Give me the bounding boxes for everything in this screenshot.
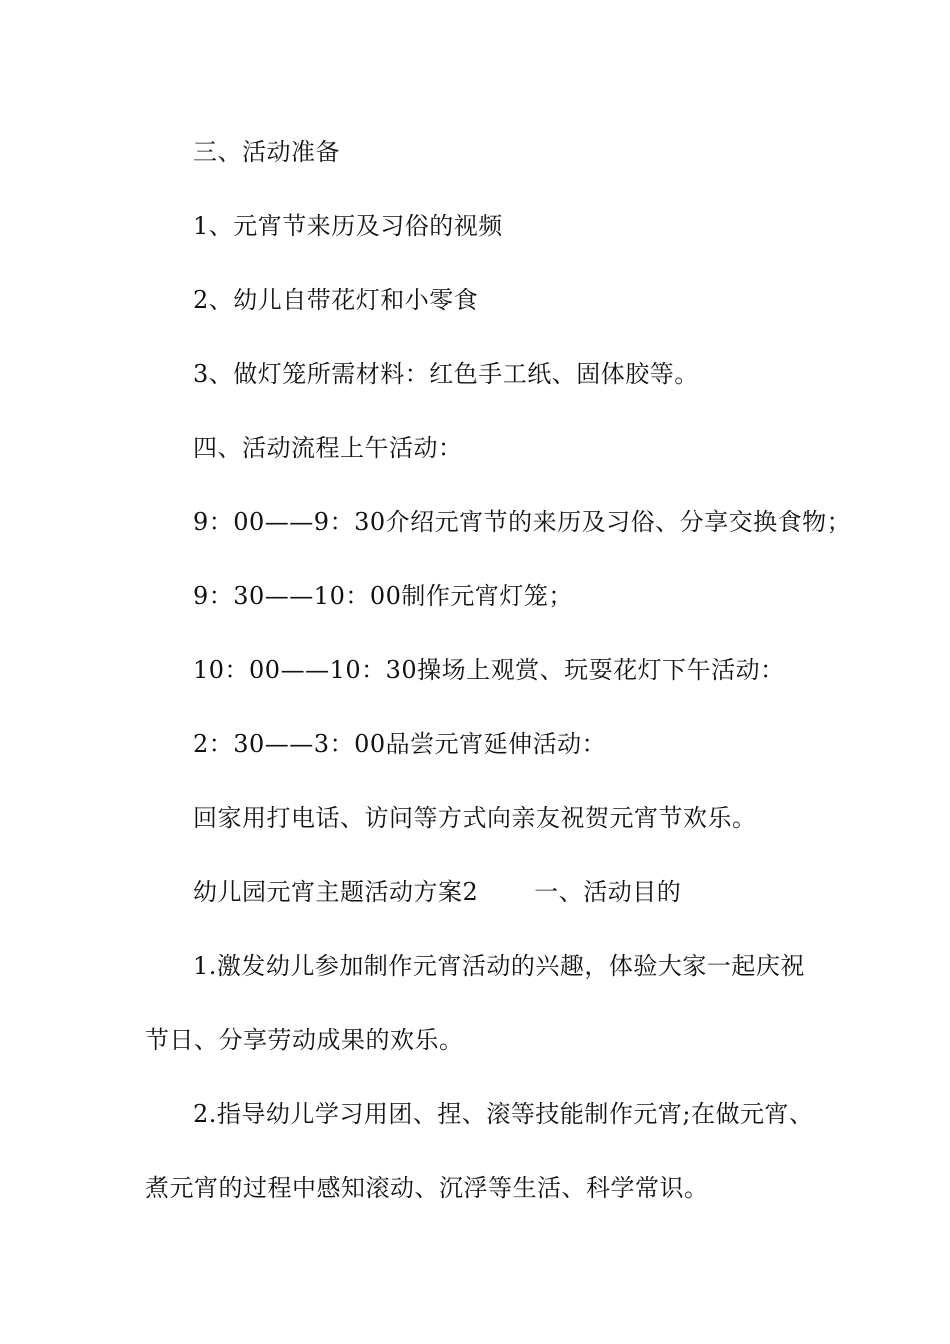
goal-2-line-1: 2.指导幼儿学习用团、捏、滚等技能制作元宵;在做元宵、 (193, 1100, 814, 1128)
section-heading-preparation: 三、活动准备 (193, 138, 340, 166)
preparation-item-1: 1、元宵节来历及习俗的视频 (193, 212, 503, 240)
plan-title: 幼儿园元宵主题活动方案2 (193, 878, 479, 906)
section-heading-process: 四、活动流程上午活动： (193, 434, 463, 462)
preparation-item-2: 2、幼儿自带花灯和小零食 (193, 286, 479, 314)
goal-1-line-1: 1.激发幼儿参加制作元宵活动的兴趣，体验大家一起庆祝 (193, 952, 805, 980)
schedule-item-1: 9：00——9：30介绍元宵节的来历及习俗、分享交换食物； (193, 508, 852, 536)
extension-activity-text: 回家用打电话、访问等方式向亲友祝贺元宵节欢乐。 (193, 804, 757, 832)
schedule-item-2: 9：30——10：00制作元宵灯笼； (193, 582, 573, 610)
goal-2-line-2: 煮元宵的过程中感知滚动、沉浮等生活、科学常识。 (145, 1174, 709, 1202)
goal-1-line-2: 节日、分享劳动成果的欢乐。 (145, 1026, 464, 1054)
preparation-item-3: 3、做灯笼所需材料：红色手工纸、固体胶等。 (193, 360, 699, 388)
schedule-item-4: 2：30——3：00品尝元宵延伸活动： (193, 730, 607, 758)
section-heading-goals: 一、活动目的 (534, 878, 682, 906)
schedule-item-3: 10：00——10：30操场上观赏、玩耍花灯下午活动： (193, 656, 785, 684)
plan-title-row (193, 877, 681, 907)
